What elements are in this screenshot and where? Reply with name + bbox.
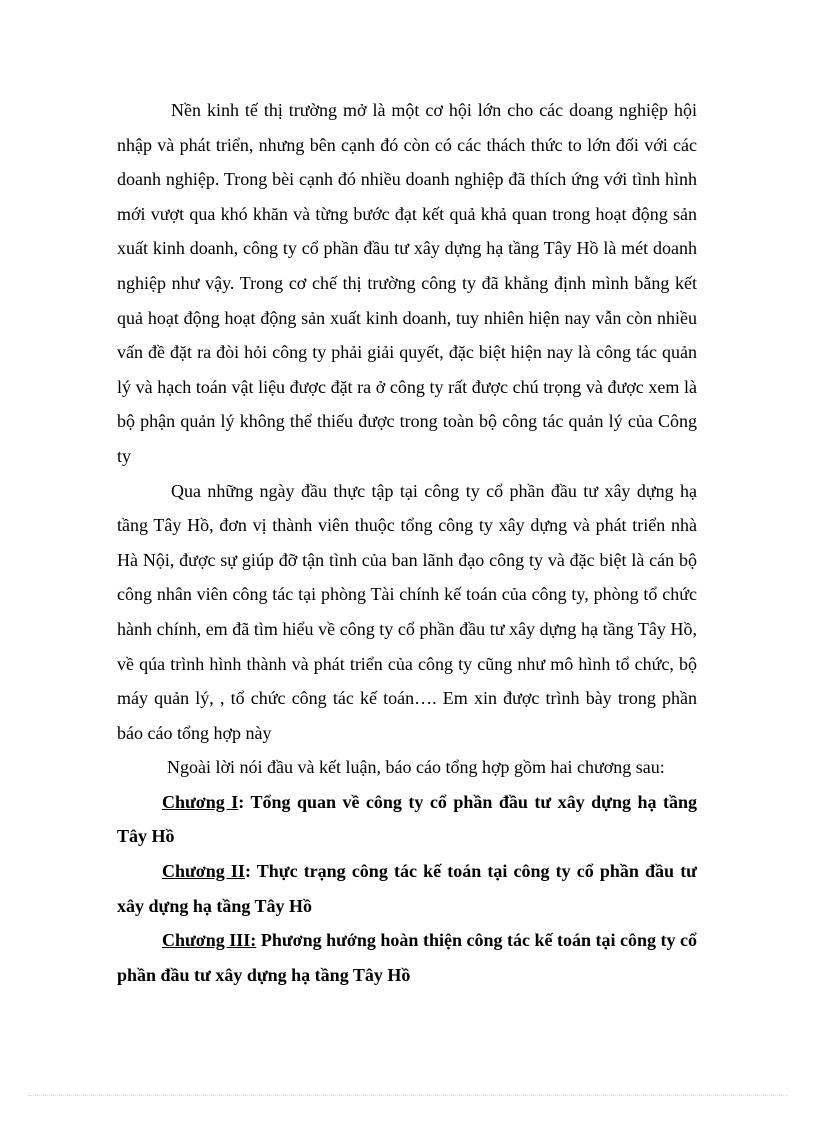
- chapter-1-title: Tổng quan về công ty cổ phần đầu tư xây dựng hạ tầng Tây Hồ: [117, 791, 697, 847]
- chapter-3-title: Phương hướng hoàn thiện công tác kế toán tại công ty cổ phần đầu tư xây dựng hạ tầng Tây Hồ: [117, 930, 697, 985]
- chapter-1-label: Chương I: [162, 791, 239, 812]
- chapter-3: [117, 923, 697, 992]
- chapter-2-separator: :: [244, 861, 257, 882]
- paragraph-intro-economy: Nền kinh tế thị trường mở là một cơ hội lớn cho các doang nghiệp hội nhập và phát triển, nhưng bên cạnh đó còn có các thách thức to lớn đối với các doanh nghiệp. Trong bèi cạnh đó nhiều doanh nghiệp đã thích ứng với tình hình mới vượt qua khó khăn và từng bước đạt kết quả khả quan trong hoạt động sản xuất kinh doanh, công ty cổ phần đầu tư xây dựng hạ tầng Tây Hồ là mét doanh nghiệp như vậy. Trong cơ chế thị trường công ty đã khẳng định mình bằng kết quả hoạt động hoạt động sản xuất kinh doanh, tuy nhiên hiện nay vẫn còn nhiều vấn đề đặt ra đòi hỏi công ty phải giải quyết, đặc biệt hiện nay là công tác quản lý và hạch toán vật liệu được đặt ra ở công ty rất được chú trọng và được xem là bộ phận quản lý không thể thiếu được trong toàn bộ công tác quản lý của Công ty: [117, 100, 697, 466]
- paragraph-internship: Qua những ngày đầu thực tập tại công ty cổ phần đầu tư xây dựng hạ tầng Tây Hồ, đơn vị thành viên thuộc tổng công ty xây dựng và phát triển nhà Hà Nội, được sự giúp đỡ tận tình của ban lãnh đạo công ty và đặc biệt là cán bộ công nhân viên công tác tại phòng Tài chính kế toán của công ty, phòng tổ chức hành chính, em đã tìm hiểu về công ty cổ phần đầu tư xây dựng hạ tầng Tây Hồ, về qúa trình hình thành và phát triển của công ty cũng như mô hình tổ chức, bộ máy quản lý, , tổ chức công tác kế toán…. Em xin được trình bày trong phần báo cáo tổng hợp này: [117, 480, 697, 743]
- chapter-3-label: Chương III:: [162, 930, 257, 951]
- chapter-1-separator: :: [238, 791, 251, 812]
- footer-divider: [28, 1095, 788, 1096]
- chapter-2-title: Thực trạng công tác kế toán tại công ty cổ phần đầu tư xây dựng hạ tầng Tây Hồ: [117, 861, 697, 916]
- chapter-2-label: Chương II: [162, 861, 245, 882]
- chapter-2: [117, 854, 697, 923]
- chapters-intro: Ngoài lời nói đầu và kết luận, báo cáo tổng hợp gồm hai chương sau:: [167, 757, 665, 778]
- chapter-1: [117, 785, 697, 854]
- document-body: [117, 93, 697, 992]
